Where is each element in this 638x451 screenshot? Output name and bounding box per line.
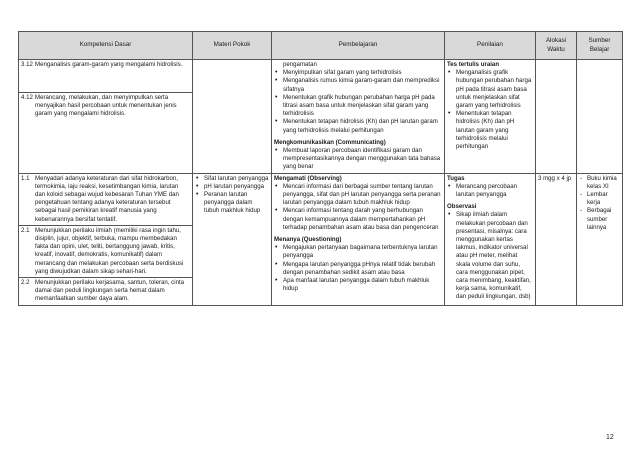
alokasi-cell bbox=[536, 60, 577, 174]
list-item: • Sikap ilmiah dalam melakukan percobaan dan presentasi, misalnya: cara menggunakan kertas lakmus, indikator universal atau pH meter, melihat skala volume dan suhu, cara menggunakan pipet, cara menimbang, keaktifan, kerja sama, komunikatif, dan peduli lingkungan, dsb) bbox=[447, 211, 533, 301]
list-item: • Mencari informasi dari berbagai sumber tentang larutan penyangga, sifat dan pH larutan penyangga serta peranan larutan penyangga dalam tubuh makhluk hidup bbox=[274, 183, 442, 208]
penilaian-cell bbox=[445, 173, 536, 305]
section-heading: Menanya (Questioning) bbox=[274, 236, 342, 244]
list-item: • Apa manfaat larutan penyangga dalam tubuh makhluk hidup bbox=[274, 277, 442, 293]
header-penilaian: Penilaian bbox=[445, 32, 536, 60]
pembelajaran-list bbox=[274, 244, 442, 293]
table-header-row bbox=[19, 32, 623, 60]
list-item: • Mengajukan pertanyaan bagaimana terbentuknya larutan penyangga bbox=[274, 244, 442, 260]
kd-item: 3.12 Menganalisis garam-garam yang mengalami hidrolisis. bbox=[19, 60, 192, 93]
kd-item: 2.1 Menunjukkan perilaku ilmiah (memiliki rasa ingin tahu, disiplin, jujur, objektif, terbuka, mampu membedakan fakta dan opini, ulet, teliti, bertanggung jawab, kritis, kreatif, inovatif, demokratis, komunikatif) dalam merancang dan melakukan percobaan serta berdiskusi yang diwujudkan dalam sikap sehari-hari. bbox=[19, 226, 192, 278]
page-number: 12 bbox=[606, 434, 614, 441]
kd-cell bbox=[19, 60, 193, 174]
pembelajaran-list bbox=[274, 69, 442, 135]
pembelajaran-list bbox=[274, 183, 442, 232]
header-alokasi-waktu: Alokasi Waktu bbox=[536, 32, 577, 60]
list-item: • Menentukan grafik hubungan perubahan harga pH pada titrasi asam basa untuk menjelaskan sifat garam yang terhidrolisis bbox=[274, 94, 442, 119]
list-item: • Membuat laporan percobaan identifikasi garam dan mempresentasikannya dengan menggunakan tata bahasa yang benar bbox=[274, 147, 442, 172]
header-materi-pokok: Materi Pokok bbox=[193, 32, 272, 60]
list-item: • Merancang percobaan larutan penyangga bbox=[447, 183, 533, 199]
penilaian-list bbox=[447, 211, 533, 301]
section-heading: Tes tertulis uraian bbox=[447, 61, 500, 68]
list-item: - Buku kimia kelas XI bbox=[579, 175, 620, 191]
list-item: - Lembar kerja bbox=[579, 191, 620, 207]
list-item: • Menyimpulkan sifat garam yang terhidrolisis bbox=[274, 69, 442, 77]
sumber-list bbox=[579, 175, 620, 232]
header-pembelajaran: Pembelajaran bbox=[272, 32, 445, 60]
list-item: • Mengapa larutan penyangga pHnya relatif tidak berubah dengan penambahan sedikit asam atau basa bbox=[274, 261, 442, 277]
list-item: • Menentukan tetapan hidrolisis (Kh) dan pH larutan garam yang terhidrolisis melalui perhitungan bbox=[274, 118, 442, 134]
section-heading: Mengamati (Observing) bbox=[274, 174, 342, 182]
kd-item: 4.12 Merancang, melakukan, dan menyimpulkan serta menyajikan hasil percobaan untuk menentukan jenis garam yang mengalami hidrolisis. bbox=[21, 94, 177, 118]
list-item: • Menganalisis rumus kimia garam-garam dan memprediksi sifatnya bbox=[274, 77, 442, 93]
list-item: • Mencari informasi tentang darah yang berhubungan dengan kemampuannya dalam mempertahankan pH terhadap penambahan asam atau basa dan pengenceran bbox=[274, 207, 442, 232]
penilaian-list bbox=[447, 183, 533, 199]
kd-item: 1.1 Menyadari adanya keteraturan dari sifat hidrokarbon, termokimia, laju reaksi, kesetimbangan kimia, larutan dan koloid sebagai wujud kebesaran Tuhan YME dan pengetahuan tentang adanya keteraturan tersebut sebagai hasil pemikiran kreatif manusia yang kebenarannya bersifat tentatif. bbox=[19, 174, 192, 226]
list-item: - Berbagai sumber lainnya bbox=[579, 207, 620, 232]
syllabus-table bbox=[18, 31, 623, 306]
sumber-cell bbox=[577, 173, 623, 305]
table-row bbox=[19, 173, 623, 305]
list-item: • Peranan larutan penyangga dalam tubuh makhluk hidup bbox=[195, 191, 269, 216]
sumber-cell bbox=[577, 60, 623, 174]
kd-cell bbox=[19, 173, 193, 305]
section-heading: Tugas bbox=[447, 174, 465, 182]
materi-list bbox=[195, 175, 269, 216]
materi-cell bbox=[193, 60, 272, 174]
pembelajaran-cell: pengamatan • Menyimpulkan sifat garam yang terhidrolisis • Menganalisis rumus kimia garam-garam dan memprediksi sifatnya • Menentukan grafik hubungan perubahan harga pH pada titrasi asam basa untuk menjelaskan sifat garam yang terhidrolisis • Menentukan tetapan hidrolisis (Kh) dan pH larutan garam yang terhidrolisis melalui perhitungan Mengkomunikasikan (Communicating) • Membuat laporan percobaan identifikasi garam dan mempresentasikannya dengan menggunakan tata bahasa yang benar bbox=[272, 60, 445, 174]
pembelajaran-list bbox=[274, 147, 442, 172]
section-heading: Observasi bbox=[447, 203, 477, 211]
alokasi-cell: 3 mgg x 4 jp bbox=[536, 173, 577, 305]
table-row bbox=[19, 60, 623, 174]
penilaian-cell bbox=[445, 60, 536, 174]
header-sumber-belajar: Sumber Belajar bbox=[577, 32, 623, 60]
header-kompetensi-dasar: Kompetensi Dasar bbox=[19, 32, 193, 60]
kd-item: 2.2 Menunjukkan perilaku kerjasama, santun, toleran, cinta damai dan peduli lingkungan serta hemat dalam memanfaatkan sumber daya alam. bbox=[21, 279, 185, 303]
list-item: • Menentukan tetapan hidrolisis (Kh) dan pH larutan garam yang terhidrolisis melalui perhitungan bbox=[447, 110, 533, 151]
section-heading: Mengkomunikasikan (Communicating) bbox=[274, 138, 386, 146]
list-item: • Sifat larutan penyangga bbox=[195, 175, 269, 183]
list-item: • Menganalisis grafik hubungan perubahan harga pH pada titrasi asam basa untuk menjelaskan sifat garam yang terhidrolisis bbox=[447, 69, 533, 110]
pembelajaran-cell bbox=[272, 173, 445, 305]
penilaian-list bbox=[447, 69, 533, 151]
materi-cell bbox=[193, 173, 272, 305]
list-item: • pH larutan penyangga bbox=[195, 183, 269, 191]
